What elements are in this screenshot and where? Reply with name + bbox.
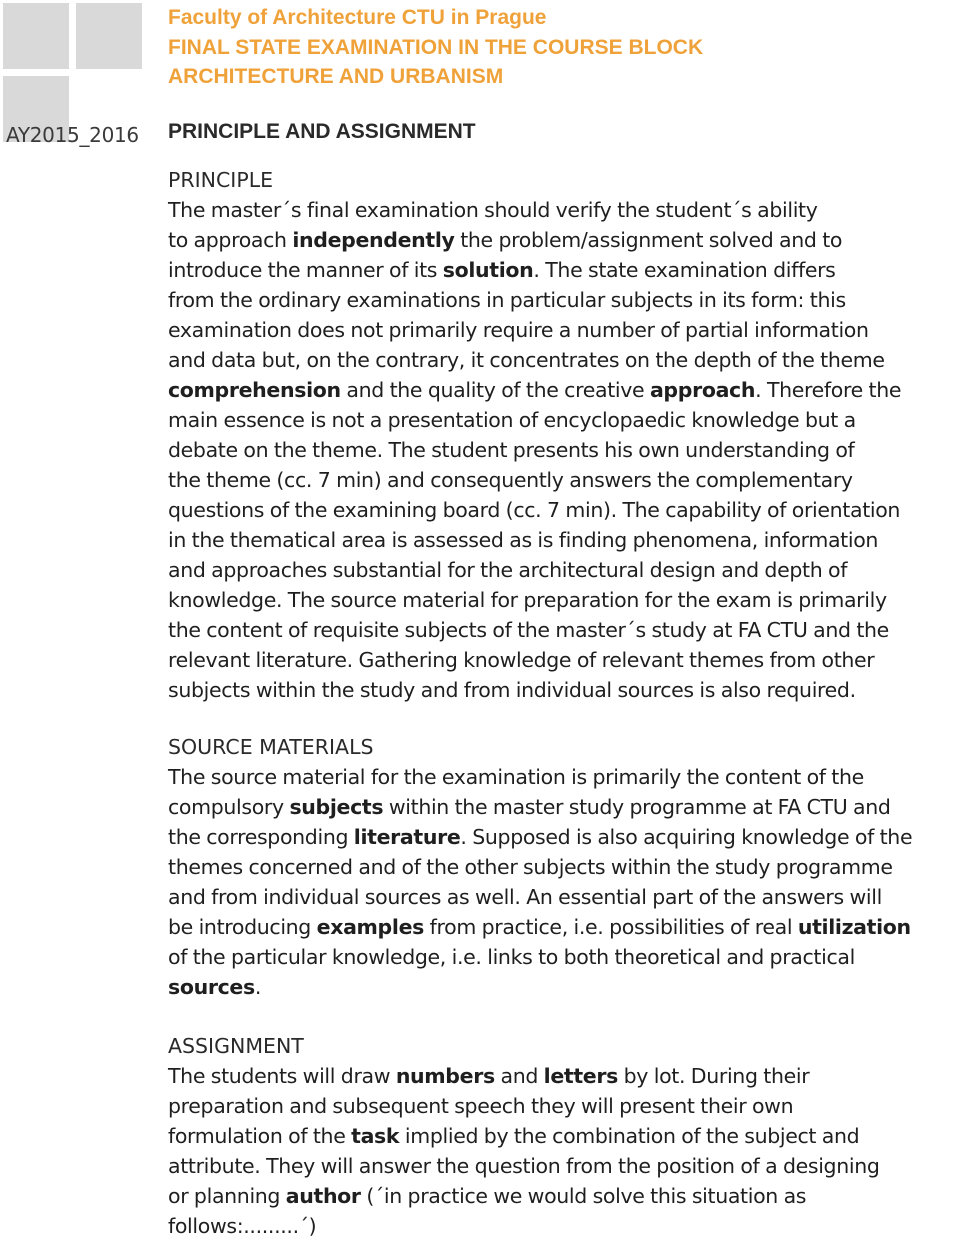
text-line: relevant literature. Gathering knowledge of relevant themes from other: [168, 648, 875, 672]
text-line: debate on the theme. The student presents his own understanding of: [168, 438, 855, 462]
principle-heading: PRINCIPLE: [168, 168, 274, 192]
text-line: knowledge. The source material for preparation for the exam is primarily: [168, 588, 887, 612]
exam-title-line-2: ARCHITECTURE AND URBANISM: [168, 65, 504, 88]
source-materials-section: [168, 732, 960, 1002]
text-line: and from individual sources as well. An essential part of the answers will: [168, 885, 882, 909]
text-line: The master´s final examination should verify the student´s ability: [168, 198, 818, 222]
text-line: The students will draw numbers and letters by lot. During their: [168, 1064, 810, 1088]
text-line: compulsory subjects within the master study programme at FA CTU and: [168, 795, 891, 819]
emphasis-term: approach: [649, 378, 756, 402]
principle-paragraph: [168, 195, 960, 705]
decor-square-top-right: [76, 3, 142, 69]
emphasis-term: task: [351, 1124, 400, 1148]
text-line: of the particular knowledge, i.e. links to both theoretical and practical: [168, 945, 855, 969]
text-line: themes concerned and of the other subjects within the study programme: [168, 855, 893, 879]
emphasis-term: sources: [168, 975, 255, 999]
source-materials-paragraph: [168, 762, 960, 1002]
text-line: the theme (cc. 7 min) and consequently answers the complementary: [168, 468, 853, 492]
emphasis-term: examples: [316, 915, 424, 939]
text-line: in the thematical area is assessed as is finding phenomena, information: [168, 528, 879, 552]
principle-section: [168, 165, 960, 705]
document-header: [168, 3, 703, 92]
assignment-paragraph: [168, 1061, 960, 1241]
section-title: PRINCIPLE AND ASSIGNMENT: [168, 120, 476, 143]
exam-title-line-1: FINAL STATE EXAMINATION IN THE COURSE BLOCK: [168, 35, 704, 59]
emphasis-term: numbers: [395, 1064, 495, 1088]
text-line: preparation and subsequent speech they will present their own: [168, 1094, 794, 1118]
text-line: The source material for the examination is primarily the content of the: [168, 765, 864, 789]
emphasis-term: utilization: [797, 915, 911, 939]
emphasis-term: solution: [442, 258, 534, 282]
text-line: attribute. They will answer the question from the position of a designing: [168, 1154, 880, 1178]
text-line: subjects within the study and from individual sources is also required.: [168, 678, 856, 702]
text-line: follows:.........´): [168, 1214, 317, 1238]
text-line: the corresponding literature. Supposed is also acquiring knowledge of the: [168, 825, 913, 849]
text-line: introduce the manner of its solution. The state examination differs: [168, 258, 836, 282]
text-line: to approach independently the problem/assignment solved and to: [168, 228, 843, 252]
text-line: from the ordinary examinations in particular subjects in its form: this: [168, 288, 846, 312]
text-line: comprehension and the quality of the creative approach. Therefore the: [168, 378, 902, 402]
assignment-heading: ASSIGNMENT: [168, 1034, 304, 1058]
emphasis-term: letters: [543, 1064, 618, 1088]
text-line: sources.: [168, 975, 261, 999]
emphasis-term: independently: [292, 228, 455, 252]
assignment-section: [168, 1031, 960, 1241]
text-line: main essence is not a presentation of encyclopaedic knowledge but a: [168, 408, 856, 432]
text-line: the content of requisite subjects of the master´s study at FA CTU and the: [168, 618, 889, 642]
text-line: or planning author (´in practice we would solve this situation as: [168, 1184, 807, 1208]
emphasis-term: author: [285, 1184, 361, 1208]
emphasis-term: literature: [353, 825, 461, 849]
decor-square-top-left: [3, 3, 69, 69]
emphasis-term: subjects: [289, 795, 384, 819]
emphasis-term: comprehension: [168, 378, 341, 402]
academic-year-label: AY2015_2016: [6, 123, 139, 147]
text-line: formulation of the task implied by the combination of the subject and: [168, 1124, 860, 1148]
text-line: and data but, on the contrary, it concentrates on the depth of the theme: [168, 348, 885, 372]
text-line: questions of the examining board (cc. 7 min). The capability of orientation: [168, 498, 901, 522]
text-line: and approaches substantial for the architectural design and depth of: [168, 558, 848, 582]
text-line: be introducing examples from practice, i.e. possibilities of real utilization: [168, 915, 911, 939]
text-line: examination does not primarily require a number of partial information: [168, 318, 869, 342]
source-materials-heading: SOURCE MATERIALS: [168, 735, 374, 759]
faculty-name: Faculty of Architecture CTU in Prague: [168, 6, 547, 29]
